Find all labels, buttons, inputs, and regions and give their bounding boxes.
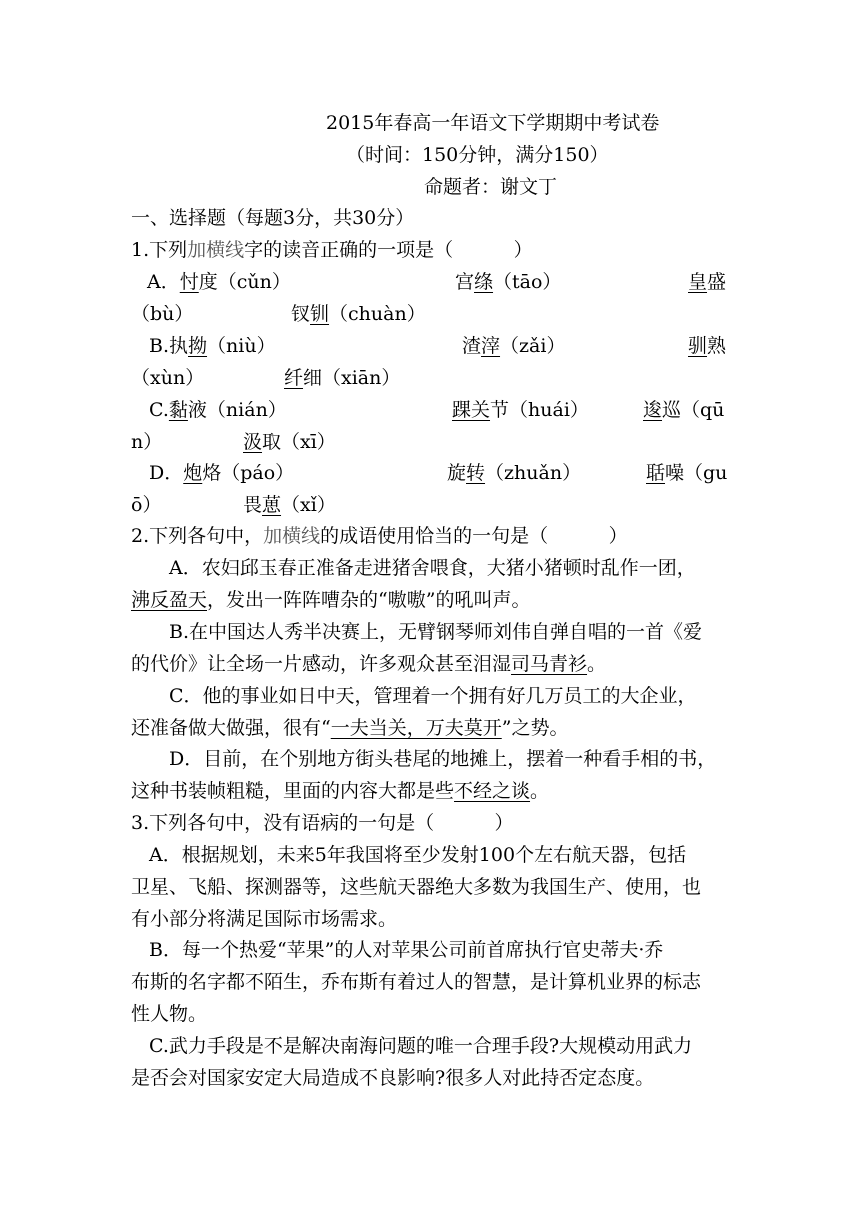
q1-option-a-part2 — [455, 266, 561, 298]
q2c-post: ”之势。 — [501, 717, 569, 739]
q2-stem-post: 的成语使用恰当的一句是（ — [320, 525, 549, 547]
q1-option-d-line2a: ō） — [131, 494, 162, 516]
q1d-b-underlined: 转 — [466, 462, 486, 484]
q1b-c-underlined: 驯 — [688, 335, 708, 357]
q3-option-b-line1: B．每一个热爱“苹果”的人对苹果公司前首席执行官史蒂夫·乔 — [149, 939, 664, 961]
q3-option-c-line2: 是否会对国家安定大局造成不良影响?很多人对此持否定态度。 — [131, 1067, 655, 1089]
q2-option-b-line2 — [131, 648, 731, 680]
section-heading: 一、选择题（每题3分，共30分） — [131, 207, 415, 229]
q2-stem-mark: 加横线 — [263, 525, 321, 547]
q1a-b-underlined: 绦 — [474, 271, 494, 293]
q2b-idiom: 司马青衫 — [511, 653, 588, 675]
q1d-d-post: （xǐ） — [281, 494, 336, 516]
q1b-d-underlined: 纤 — [284, 367, 304, 389]
q3-option-a-line3: 有小部分将满足国际市场需求。 — [131, 908, 398, 930]
q1b-b-pre: 渣 — [462, 335, 482, 357]
q2-option-a-line2 — [131, 584, 731, 616]
q1b-post: （niù） — [207, 335, 276, 357]
q1-option-d-part1 — [149, 457, 294, 489]
exam-title: 2015年春高一年语文下学期期中考试卷 — [326, 112, 660, 134]
q1-stem — [131, 234, 731, 266]
q3-stem-close: ） — [494, 812, 514, 834]
q1-option-c-line2b — [243, 426, 336, 458]
q1-option-a-line2b — [291, 298, 426, 330]
q2-stem — [131, 520, 731, 552]
q1a-c-post: 盛 — [707, 271, 727, 293]
q1c-d-underlined: 汲 — [243, 431, 263, 453]
q1-stem-mark: 加横线 — [187, 239, 245, 261]
q1c-d-post: 取（xī） — [262, 431, 336, 453]
q2d-idiom: 不经之谈 — [454, 780, 531, 802]
q1c-pre: C. — [149, 399, 169, 421]
q1a-b-pre: 宫 — [455, 271, 475, 293]
q2-option-c-line1: C．他的事业如日中天，管理着一个拥有好几万员工的大企业， — [169, 685, 697, 707]
q1a-underlined: 忖 — [179, 271, 199, 293]
q2b-post: 。 — [587, 653, 607, 675]
q3-option-b-line2: 布斯的名字都不陌生，乔布斯有着过人的智慧，是计算机业界的标志 — [131, 971, 702, 993]
q1c-underlined: 黏 — [168, 399, 188, 421]
q1a-pre: A． — [147, 271, 180, 293]
q1-option-b-line2b — [284, 362, 400, 394]
q3-stem — [131, 807, 731, 839]
q2a-post: ，发出一阵阵嘈杂的“嗷嗷”的吼叫声。 — [207, 589, 531, 611]
exam-subtitle: （时间：150分钟，满分150） — [346, 144, 609, 166]
q1b-d-post: 细（xiān） — [303, 367, 401, 389]
q1d-pre: D． — [149, 462, 184, 484]
q1d-d-pre: 畏 — [243, 494, 263, 516]
q1b-c-post: 熟 — [707, 335, 727, 357]
q2d-pre: 这种书装帧粗糙，里面的内容大都是些 — [131, 780, 455, 802]
q1d-c-underlined: 聒 — [646, 462, 666, 484]
q2-option-d-line1: D．目前，在个别地方街头巷尾的地摊上，摆着一种看手相的书， — [169, 748, 717, 770]
q1a-c-underlined: 皇 — [688, 271, 708, 293]
q1a-d-pre: 钗 — [291, 303, 311, 325]
q2d-post: 。 — [530, 780, 550, 802]
q1c-c-post: 巡（qū — [662, 399, 725, 421]
q3-answer-blank — [434, 812, 494, 834]
q1-option-c-part1 — [149, 394, 287, 426]
q1a-d-post: （chuàn） — [329, 303, 426, 325]
q2-option-d-line2 — [131, 775, 731, 807]
q1c-c-underlined: 逡 — [643, 399, 663, 421]
q2-option-c-line2 — [131, 712, 731, 744]
q1d-d-underlined: 葸 — [262, 494, 282, 516]
q1-option-c-part3 — [643, 394, 724, 426]
q2-stem-pre: 2.下列各句中， — [131, 525, 264, 547]
q1-option-c-part2 — [452, 394, 589, 426]
q1c-b-underlined: 踝关 — [452, 399, 491, 421]
q1-option-b-line2a: （xùn） — [131, 367, 205, 389]
q1d-c-post: 噪（gu — [665, 462, 728, 484]
q1-stem-close: ） — [513, 239, 533, 261]
q1-option-b-part3 — [688, 330, 726, 362]
exam-author: 命题者：谢文丁 — [424, 176, 558, 198]
q1-stem-pre: 1.下列 — [131, 239, 188, 261]
q1-option-b-part1 — [149, 330, 276, 362]
q1a-post: 度（cǔn） — [198, 271, 291, 293]
q1-option-d-line2b — [243, 489, 336, 521]
q3-option-c-line1: C.武力手段是不是解决南海问题的唯一合理手段?大规模动用武力 — [149, 1035, 693, 1057]
q2-stem-close: ） — [608, 525, 628, 547]
q1-option-a-part3 — [688, 266, 726, 298]
q1-option-b-part2 — [462, 330, 565, 362]
q3-option-b-line3: 性人物。 — [131, 1003, 208, 1025]
q2c-pre: 还准备做大做强，很有“ — [131, 717, 331, 739]
q1b-b-post: （zǎi） — [500, 335, 566, 357]
q1-option-d-part2 — [447, 457, 581, 489]
q3-option-a-line2: 卫星、飞船、探测器等，这些航天器绝大多数为我国生产、使用，也 — [131, 876, 702, 898]
q2-option-b-line1: B.在中国达人秀半决赛上，无臂钢琴师刘伟自弹自唱的一首《爱 — [169, 621, 703, 643]
q1b-b-underlined: 滓 — [481, 335, 501, 357]
q1d-b-pre: 旋 — [447, 462, 467, 484]
q1b-underlined: 拗 — [188, 335, 208, 357]
q1b-pre: B.执 — [149, 335, 189, 357]
q2-option-a-line1: A．农妇邱玉春正准备走进猪舍喂食，大猪小猪顿时乱作一团， — [169, 557, 696, 579]
q1a-b-post: （tāo） — [493, 271, 562, 293]
q2a-idiom: 沸反盈天 — [131, 589, 208, 611]
q1d-post: 烙（páo） — [202, 462, 295, 484]
q1c-post: 液（nián） — [187, 399, 287, 421]
q1d-underlined: 炮 — [183, 462, 203, 484]
q3-stem-text: 3.下列各句中，没有语病的一句是（ — [131, 812, 435, 834]
q2c-idiom: 一夫当关，万夫莫开 — [330, 717, 502, 739]
q1-option-a-part1 — [147, 266, 291, 298]
q1a-d-underlined: 钏 — [310, 303, 330, 325]
q1-option-a-line2a: （bù） — [131, 303, 194, 325]
q1-option-c-line2a: n） — [131, 431, 163, 453]
q2-answer-blank — [548, 525, 608, 547]
q2b-pre: 的代价》让全场一片感动，许多观众甚至泪湿 — [131, 653, 512, 675]
q1-option-d-part3 — [646, 457, 727, 489]
q1-stem-post: 字的读音正确的一项是（ — [244, 239, 454, 261]
q1d-b-post: （zhuǎn） — [485, 462, 582, 484]
q1-answer-blank — [453, 239, 513, 261]
q3-option-a-line1: A．根据规划，未来5年我国将至少发射100个左右航天器，包括 — [149, 844, 687, 866]
q1c-b-post: 节（huái） — [490, 399, 589, 421]
